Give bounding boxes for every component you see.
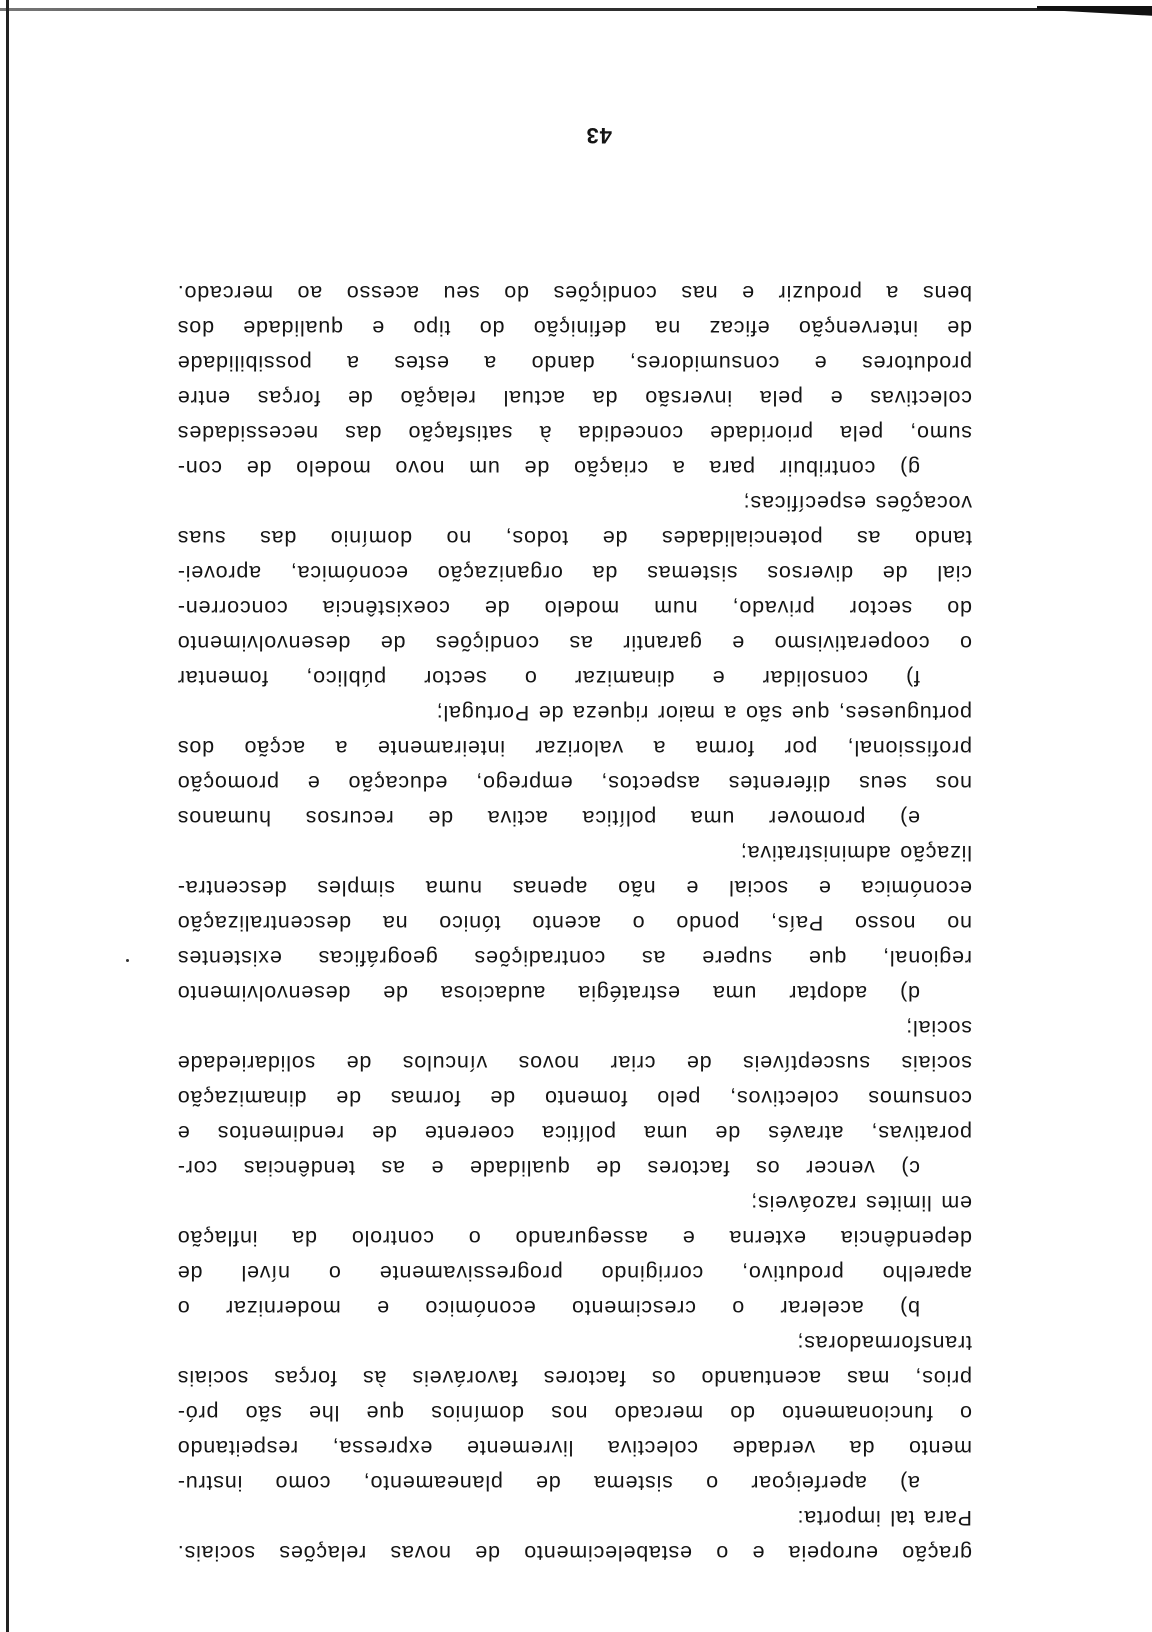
list-item-c-line: c) vencer os factores de qualidade e as tendências cor- <box>177 1156 920 1180</box>
text-line: Para tal importa: <box>796 1506 972 1530</box>
list-item-f-line: o cooperativismo e garantir as condições de desenvolvimento <box>177 631 972 655</box>
list-item-b-line: em limites razoáveis; <box>750 1191 972 1215</box>
page-number: 43 <box>585 123 612 148</box>
list-item-g-line: de intervenção eficaz na definição do tipo e qualidade dos <box>177 316 972 340</box>
scan-speck <box>126 959 129 962</box>
list-item-c-line: social; <box>905 1016 972 1040</box>
list-item-e-line: profissional, por forma a valorizar inteiramente a acção dos <box>177 736 972 760</box>
list-item-c-line: porativas, através de uma política coerente de rendimentos e <box>177 1121 972 1145</box>
list-item-a-line: o funcionamento do mercado nos domínios que lhe são pró- <box>177 1401 972 1425</box>
list-item-a-line: a) aperfeiçoar o sistema de planeamento, como instru- <box>177 1471 920 1495</box>
list-item-f-line: f) consolidar e dinamizar o sector público, fomentar <box>177 666 920 690</box>
list-item-d-line: lização administrativa; <box>740 841 972 865</box>
list-item-d-line: regional, que supere as contradições geográficas existentes <box>177 946 972 970</box>
list-item-f-line: cial de diversos sistemas da organização económica, aprovei- <box>177 561 972 585</box>
list-item-g-line: sumo, pela prioridade concedida à satisfação das necessidades <box>177 421 972 445</box>
page-edge-line <box>6 0 9 1632</box>
list-item-g-line: g) contribuir para a criação de um novo modelo de con- <box>177 456 920 480</box>
page-edge-line <box>0 8 1152 11</box>
page-edge-shadow <box>1037 6 1152 20</box>
list-item-g-line: produtores e consumidores, dando a estes a possibilidade <box>177 351 972 375</box>
list-item-d-line: no nosso País, pondo o acento tónico na descentralização <box>177 911 972 935</box>
list-item-c-line: consumos colectivos, pelo fomento de formas de dinamização <box>177 1086 972 1110</box>
list-item-g-line: bens a produzir e nas condições do seu acesso ao mercado. <box>177 281 972 305</box>
list-item-e-line: nos seus diferentes aspectos, emprego, educação e promoção <box>177 771 972 795</box>
list-item-f-line: do sector privado, num modelo de coexistência concorren- <box>177 596 972 620</box>
body-text <box>177 275 972 1570</box>
list-item-b-line: aparelho produtivo, corrigindo progressivamente o nível de <box>177 1261 972 1285</box>
list-item-f-line: tando as potencialidades de todos, no domínio das suas <box>177 526 972 550</box>
list-item-e-line: portugueses, que são a maior riqueza de Portugal; <box>435 701 972 725</box>
list-item-a-line: transformadoras; <box>796 1331 972 1355</box>
list-item-b-line: dependência externa e assegurando o controlo da inflação <box>177 1226 972 1250</box>
list-item-c-line: sociais susceptíveis de criar novos vínculos de solidariedade <box>177 1051 972 1075</box>
list-item-e-line: e) promover uma política activa de recursos humanos <box>177 806 920 830</box>
list-item-a-line: prios, mas acentuando os factores favoráveis às forças sociais <box>177 1366 972 1390</box>
text-line: gração europeia e o estabelecimento de novas relações sociais. <box>177 1541 972 1565</box>
list-item-f-line: vocações específicas; <box>742 491 972 515</box>
list-item-b-line: b) acelerar o crescimento económico e modernizar o <box>177 1296 920 1320</box>
list-item-a-line: mento da verdade colectiva livremente expressa, respeitando <box>177 1436 972 1460</box>
list-item-d-line: d) adoptar uma estratégia audaciosa de desenvolvimento <box>177 981 920 1005</box>
list-item-d-line: económica e social e não apenas numa simples descentra- <box>177 876 972 900</box>
list-item-g-line: colectivas e pela inversão da actual relação de forças entre <box>177 386 972 410</box>
